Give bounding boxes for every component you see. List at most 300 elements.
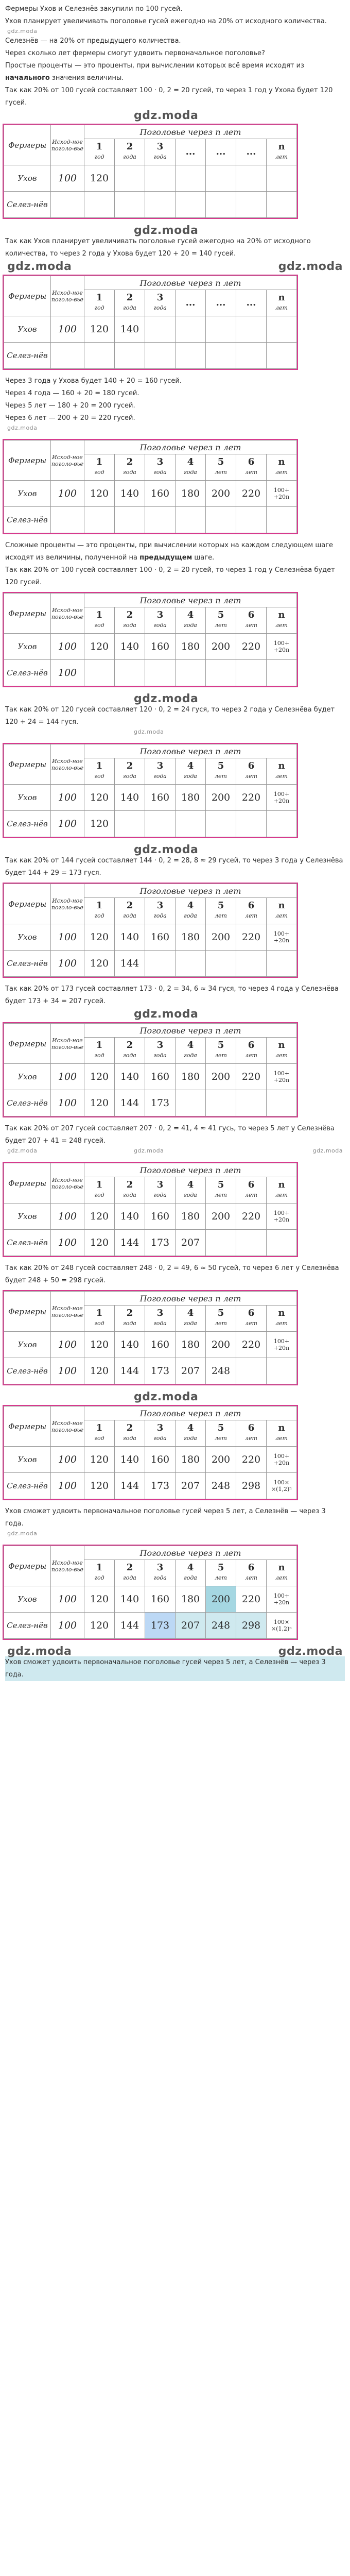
table-cell: 120 <box>84 1204 115 1230</box>
table-row-seleznev <box>4 192 297 218</box>
table-header-row <box>4 1406 297 1420</box>
table-cell: 220 <box>236 634 267 660</box>
year-unit: года <box>123 154 136 160</box>
year-number: 6 <box>248 1308 255 1318</box>
table-cell: 100 <box>51 1230 84 1256</box>
year-header <box>267 454 297 481</box>
year-unit: года <box>123 304 136 311</box>
table-cell: 200 <box>206 1586 236 1613</box>
table-cell <box>267 343 297 369</box>
year-unit: лет <box>245 1052 257 1059</box>
year-unit: года <box>123 1052 136 1059</box>
table-row-ukhov <box>4 1332 297 1358</box>
year-unit: год <box>94 1320 104 1327</box>
table-cell <box>145 811 176 837</box>
year-number: 2 <box>126 900 133 911</box>
year-unit: года <box>184 1052 197 1059</box>
year-header <box>84 898 115 924</box>
table-cell: 120 <box>84 1613 115 1639</box>
table-cell: 100+ +20n <box>267 634 297 660</box>
year-unit: года <box>153 1320 167 1327</box>
year-number: 1 <box>96 1179 103 1190</box>
year-number: 4 <box>187 760 194 771</box>
table-cell <box>236 165 267 192</box>
table-header-row <box>4 1163 297 1177</box>
table-cell: 120 <box>84 811 115 837</box>
table-cell: 220 <box>236 924 267 951</box>
year-number: 5 <box>217 456 224 467</box>
year-unit: года <box>123 469 136 476</box>
table-cell: 100+ +20n <box>267 785 297 811</box>
year-unit: лет <box>215 1192 227 1198</box>
table-cell <box>176 1090 206 1116</box>
row-label-ukhov: Ухов <box>4 634 51 660</box>
population-table <box>3 1545 298 1640</box>
year-unit: года <box>153 469 167 476</box>
table-cell: 120 <box>84 1332 115 1358</box>
year-unit: года <box>123 1192 136 1198</box>
header-farmers: Фермеры <box>4 125 51 165</box>
text-ukhov-plan: Ухов планирует увеличивать поголовье гусей ежегодно на 20% от исходного количества. <box>5 18 327 25</box>
year-header <box>206 758 236 785</box>
table-cell <box>206 343 236 369</box>
year-header <box>236 139 267 165</box>
year-number: 2 <box>126 1308 133 1318</box>
table-cell: 173 <box>145 1358 176 1384</box>
table-cell <box>84 343 115 369</box>
year-number: ... <box>246 297 256 308</box>
text-conclusion-2: Ухов сможет удвоить первоначальное поголовье гусей через 5 лет, а Селезнёв — через 3 года. <box>5 1656 345 1681</box>
text-ukhov-year4: Через 4 года — 160 + 20 = 180 гусей. <box>5 389 139 397</box>
table-header-row <box>4 594 297 607</box>
table-cell <box>176 192 206 218</box>
year-unit: года <box>184 1320 197 1327</box>
population-table <box>3 592 298 687</box>
table-cell: 220 <box>236 1332 267 1358</box>
table-slot <box>0 1019 350 1123</box>
header-base: Исход-ное поголо-вье <box>51 1406 84 1447</box>
text-conclusion-1: Ухов сможет удвоить первоначальное поголовье гусей через 5 лет, а Селезнёв — через 3 года. <box>5 1507 326 1528</box>
table-row-ukhov <box>4 1447 297 1473</box>
table-cell: 144 <box>115 1473 145 1499</box>
year-number: 4 <box>187 900 194 911</box>
watermark: gdz.moda <box>7 28 38 35</box>
watermark: gdz.moda <box>134 728 164 735</box>
table-cell: 100 <box>51 1332 84 1358</box>
watermark: gdz.moda <box>134 843 199 856</box>
table-cell <box>206 316 236 343</box>
year-number: 3 <box>156 609 164 620</box>
header-years-title: Поголовье через n лет <box>84 594 297 607</box>
table-cell <box>176 316 206 343</box>
table-cell: 100+ +20n <box>267 924 297 951</box>
year-header <box>267 1560 297 1586</box>
year-header <box>145 139 176 165</box>
header-years-title: Поголовье через n лет <box>84 1163 297 1177</box>
year-unit: года <box>153 304 167 311</box>
table-cell: 180 <box>176 481 206 507</box>
table-row-seleznev <box>4 660 297 686</box>
header-years-title: Поголовье через n лет <box>84 1024 297 1038</box>
table-cell <box>176 660 206 686</box>
year-unit: года <box>153 912 167 919</box>
year-number: n <box>278 1179 285 1190</box>
year-number: n <box>278 141 285 152</box>
watermark: gdz.moda <box>278 1645 343 1658</box>
year-number: ... <box>216 297 226 308</box>
table-row-ukhov <box>4 165 297 192</box>
population-grid <box>4 440 297 533</box>
table-row-ukhov <box>4 1064 297 1090</box>
year-header <box>115 898 145 924</box>
year-unit: лет <box>275 469 288 476</box>
year-unit: года <box>184 1435 197 1442</box>
table-slot <box>0 879 350 983</box>
year-header <box>176 454 206 481</box>
population-grid <box>4 593 297 686</box>
year-number: n <box>278 900 285 911</box>
table-cell: 100+ +20n <box>267 1586 297 1613</box>
year-unit: лет <box>275 622 288 629</box>
year-header <box>206 1177 236 1204</box>
year-header <box>84 607 115 634</box>
table-cell <box>176 165 206 192</box>
year-number: 1 <box>96 1040 103 1050</box>
year-number: 3 <box>156 1040 164 1050</box>
year-number: 5 <box>217 1562 224 1573</box>
year-number: 4 <box>187 1308 194 1318</box>
year-header <box>115 1306 145 1332</box>
year-unit: лет <box>245 773 257 779</box>
table-cell: 120 <box>84 1230 115 1256</box>
table-cell: 200 <box>206 634 236 660</box>
year-unit: лет <box>245 1192 257 1198</box>
table-cell <box>236 660 267 686</box>
table-slot <box>0 740 350 843</box>
table-cell: 140 <box>115 316 145 343</box>
table-cell: 207 <box>176 1473 206 1499</box>
table-cell: 100 <box>51 1064 84 1090</box>
table-cell: 120 <box>84 634 115 660</box>
table-cell: 120 <box>84 785 115 811</box>
year-unit: лет <box>275 1052 288 1059</box>
table-slot <box>0 272 350 375</box>
row-label-seleznev: Селез-нёв <box>4 507 51 533</box>
table-header-row <box>4 1292 297 1306</box>
table-slot <box>0 121 350 224</box>
header-farmers: Фермеры <box>4 1163 51 1204</box>
year-header <box>145 607 176 634</box>
row-label-seleznev: Селез-нёв <box>4 1358 51 1384</box>
year-number: 4 <box>187 1179 194 1190</box>
table-cell: 200 <box>206 1332 236 1358</box>
year-header <box>176 898 206 924</box>
table-cell: 140 <box>115 1586 145 1613</box>
table-slot <box>0 436 350 539</box>
year-unit: лет <box>215 1052 227 1059</box>
table-cell <box>267 951 297 977</box>
year-unit: года <box>184 1192 197 1198</box>
year-header <box>145 898 176 924</box>
table-cell <box>206 951 236 977</box>
year-header <box>267 758 297 785</box>
table-cell: 160 <box>145 481 176 507</box>
table-cell: 144 <box>115 951 145 977</box>
year-number: 2 <box>126 1179 133 1190</box>
watermark: gdz.moda <box>134 692 199 705</box>
table-cell: 100 <box>51 1090 84 1116</box>
year-number: n <box>278 1422 285 1433</box>
year-number: 6 <box>248 609 255 620</box>
table-header-row <box>4 1546 297 1560</box>
table-cell: 100 <box>51 1613 84 1639</box>
year-number: 2 <box>126 1422 133 1433</box>
year-header <box>236 898 267 924</box>
year-header <box>84 758 115 785</box>
year-header <box>267 1420 297 1447</box>
table-header-row <box>4 440 297 454</box>
text-compound-percent: Сложные проценты — это проценты, при вычислении которых на каждом следующем шаге исходят из величины, полученной на предыдущем шаге. <box>5 541 334 562</box>
table-cell: 180 <box>176 1586 206 1613</box>
year-unit: лет <box>275 154 288 160</box>
text-ukhov-year2: Так как Ухов планирует увеличивать поголовье гусей ежегодно на 20% от исходного количества, то через 2 года у Ухова будет 120 + 20 = 140 гусей. <box>5 238 311 258</box>
table-cell: 248 <box>206 1358 236 1384</box>
year-header <box>236 1177 267 1204</box>
table-cell: 140 <box>115 1447 145 1473</box>
year-header <box>176 758 206 785</box>
table-row-seleznev <box>4 1473 297 1499</box>
year-header <box>267 1177 297 1204</box>
table-cell: 100+ +20n <box>267 1204 297 1230</box>
table-cell: 200 <box>206 1064 236 1090</box>
year-number: 5 <box>217 1179 224 1190</box>
year-number: n <box>278 456 285 467</box>
year-number: 5 <box>217 1040 224 1050</box>
table-cell <box>206 165 236 192</box>
population-table <box>3 439 298 534</box>
year-number: 5 <box>217 900 224 911</box>
header-base: Исход-ное поголо-вье <box>51 276 84 316</box>
table-cell: 180 <box>176 1064 206 1090</box>
year-header <box>176 290 206 316</box>
year-header <box>267 139 297 165</box>
year-number: 3 <box>156 900 164 911</box>
year-number: ... <box>185 146 196 157</box>
year-header <box>115 607 145 634</box>
table-cell: 100 <box>51 951 84 977</box>
table-row-seleznev <box>4 507 297 533</box>
table-cell: 160 <box>145 634 176 660</box>
watermark: gdz.moda <box>134 109 199 122</box>
row-label-ukhov: Ухов <box>4 481 51 507</box>
table-cell: 140 <box>115 481 145 507</box>
table-cell: 173 <box>145 1090 176 1116</box>
population-table <box>3 1022 298 1117</box>
table-cell: 140 <box>115 1064 145 1090</box>
text-seleznev-year1: Так как 20% от 100 гусей составляет 100 · 0, 2 = 20 гусей, то через 1 год у Селезнёва будет 120 гусей. <box>5 566 335 586</box>
population-grid <box>4 125 297 218</box>
watermark: gdz.moda <box>7 425 38 431</box>
table-cell <box>206 1090 236 1116</box>
table-cell: 120 <box>84 165 115 192</box>
table-cell: 207 <box>176 1230 206 1256</box>
year-header <box>267 1306 297 1332</box>
header-years-title: Поголовье через n лет <box>84 744 297 758</box>
table-cell: 144 <box>115 1613 145 1639</box>
table-cell <box>145 316 176 343</box>
table-cell: 100 <box>51 1204 84 1230</box>
text-simple-percent: Простые проценты — это проценты, при вычислении которых всё время исходят из начального значения величины. <box>5 62 304 82</box>
table-cell: 100 <box>51 924 84 951</box>
population-table <box>3 1290 298 1385</box>
year-number: 4 <box>187 609 194 620</box>
year-number: 6 <box>248 1562 255 1573</box>
table-cell <box>206 811 236 837</box>
row-label-seleznev: Селез-нёв <box>4 951 51 977</box>
table-row-ukhov <box>4 1204 297 1230</box>
year-number: 4 <box>187 1422 194 1433</box>
text-seleznev-year4: Так как 20% от 173 гусей составляет 173 · 0, 2 = 34, 6 ≈ 34 гуся, то через 4 года у Селезнёва будет 173 + 34 = 207 гусей. <box>5 985 339 1005</box>
table-cell: 160 <box>145 1064 176 1090</box>
header-farmers: Фермеры <box>4 594 51 634</box>
table-cell: 120 <box>84 1447 115 1473</box>
year-unit: года <box>184 1574 197 1581</box>
year-unit: года <box>153 773 167 779</box>
table-cell: 100 <box>51 165 84 192</box>
year-number: 6 <box>248 1422 255 1433</box>
year-number: 1 <box>96 292 103 303</box>
year-unit: года <box>153 1574 167 1581</box>
text-seleznev-plan: Селезнёв — на 20% от предыдущего количества. <box>5 37 181 45</box>
year-header <box>236 454 267 481</box>
header-years-title: Поголовье через n лет <box>84 125 297 139</box>
table-cell: 140 <box>115 1332 145 1358</box>
population-grid <box>4 1291 297 1384</box>
year-unit: года <box>123 1435 136 1442</box>
table-cell: 140 <box>115 785 145 811</box>
text-ukhov-year5: Через 5 лет — 180 + 20 = 200 гусей. <box>5 402 135 410</box>
table-row-seleznev <box>4 343 297 369</box>
year-unit: года <box>153 154 167 160</box>
header-years-title: Поголовье через n лет <box>84 1292 297 1306</box>
table-cell <box>115 507 145 533</box>
watermark: gdz.moda <box>134 1391 199 1403</box>
year-number: 4 <box>187 1562 194 1573</box>
table-cell: 144 <box>115 1230 145 1256</box>
year-unit: лет <box>215 1574 227 1581</box>
year-header <box>176 1038 206 1064</box>
table-cell: 100+ +20n <box>267 1332 297 1358</box>
population-grid <box>4 1546 297 1639</box>
table-cell: 220 <box>236 1586 267 1613</box>
year-header <box>267 607 297 634</box>
table-cell: 200 <box>206 1204 236 1230</box>
table-cell: 140 <box>115 1204 145 1230</box>
table-row-ukhov <box>4 634 297 660</box>
header-farmers: Фермеры <box>4 1292 51 1332</box>
row-label-ukhov: Ухов <box>4 785 51 811</box>
table-cell <box>176 507 206 533</box>
table-row-seleznev <box>4 811 297 837</box>
table-row-ukhov <box>4 785 297 811</box>
year-header <box>176 1420 206 1447</box>
header-farmers: Фермеры <box>4 440 51 481</box>
year-unit: лет <box>245 1320 257 1327</box>
table-header-row <box>4 276 297 290</box>
table-cell <box>236 316 267 343</box>
watermark: gdz.moda <box>7 260 72 273</box>
year-header <box>176 139 206 165</box>
population-grid <box>4 884 297 977</box>
year-number: 1 <box>96 141 103 152</box>
row-label-seleznev: Селез-нёв <box>4 811 51 837</box>
population-table <box>3 883 298 978</box>
table-cell <box>267 1230 297 1256</box>
table-row-ukhov <box>4 481 297 507</box>
year-header <box>145 1420 176 1447</box>
table-cell: 144 <box>115 1358 145 1384</box>
row-label-seleznev: Селез-нёв <box>4 192 51 218</box>
year-number: 2 <box>126 292 133 303</box>
text-ukhov-year1: Так как 20% от 100 гусей составляет 100 · 0, 2 = 20 гусей, то через 1 год у Ухова будет 120 гусей. <box>5 87 333 107</box>
row-label-seleznev: Селез-нёв <box>4 343 51 369</box>
year-unit: год <box>94 1192 104 1198</box>
year-header <box>206 454 236 481</box>
year-number: 3 <box>156 760 164 771</box>
year-unit: года <box>184 469 197 476</box>
table-cell: 180 <box>176 924 206 951</box>
table-cell <box>206 1230 236 1256</box>
text-seleznev-year5: Так как 20% от 207 гусей составляет 207 · 0, 2 = 41, 4 ≈ 41 гусь, то через 5 лет у Селезнёва будет 207 + 41 = 248 гусей. <box>5 1125 335 1145</box>
table-cell <box>267 192 297 218</box>
year-unit: года <box>153 622 167 629</box>
table-cell: 173 <box>145 1613 176 1639</box>
table-row-ukhov <box>4 1586 297 1613</box>
year-header <box>236 290 267 316</box>
year-number: 1 <box>96 456 103 467</box>
year-unit: года <box>123 1320 136 1327</box>
table-cell <box>115 811 145 837</box>
table-cell: 120 <box>84 951 115 977</box>
table-cell <box>267 165 297 192</box>
year-header <box>84 139 115 165</box>
year-number: 2 <box>126 1562 133 1573</box>
year-header <box>206 139 236 165</box>
table-cell <box>236 507 267 533</box>
year-header <box>267 1038 297 1064</box>
table-cell: 120 <box>84 481 115 507</box>
table-cell: 298 <box>236 1613 267 1639</box>
table-cell: 120 <box>84 924 115 951</box>
table-row-seleznev <box>4 1090 297 1116</box>
table-cell: 160 <box>145 785 176 811</box>
watermark: gdz.moda <box>278 260 343 273</box>
year-number: n <box>278 1308 285 1318</box>
table-cell <box>236 951 267 977</box>
header-years-title: Поголовье через n лет <box>84 440 297 454</box>
table-cell: 100× ×(1,2)ⁿ <box>267 1473 297 1499</box>
year-header <box>84 454 115 481</box>
year-unit: год <box>94 773 104 779</box>
year-number: 4 <box>187 1040 194 1050</box>
table-row-ukhov <box>4 924 297 951</box>
year-header <box>206 1038 236 1064</box>
header-base: Исход-ное поголо-вье <box>51 744 84 785</box>
table-cell: 173 <box>145 1473 176 1499</box>
table-row-ukhov <box>4 316 297 343</box>
table-cell: 180 <box>176 1447 206 1473</box>
table-cell <box>236 1230 267 1256</box>
